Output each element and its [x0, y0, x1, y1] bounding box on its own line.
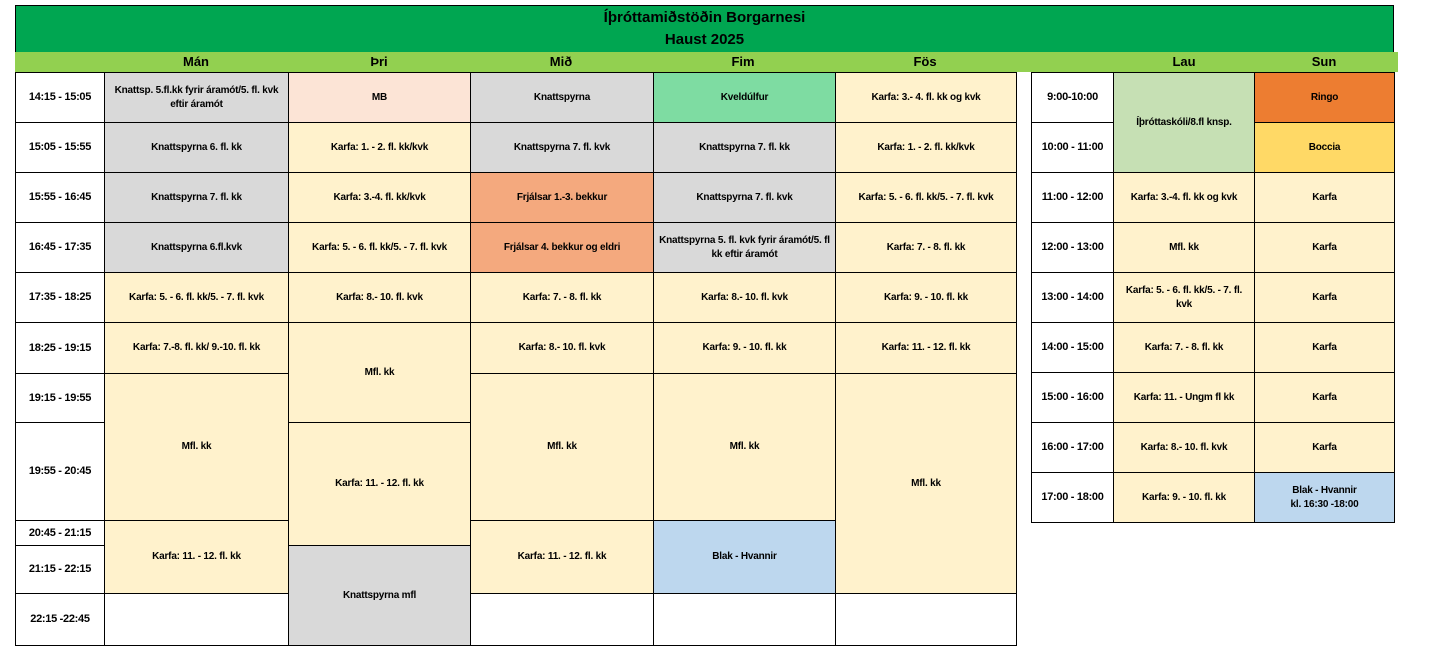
schedule-cell: Mfl. kk — [471, 374, 653, 520]
time-slot: 19:15 - 19:55 — [16, 374, 104, 422]
schedule-cell: Frjálsar 4. bekkur og eldri — [471, 223, 653, 272]
schedule-cell: Karfa — [1255, 423, 1394, 472]
schedule-cell: Knattspyrna 7. fl. kvk — [471, 123, 653, 172]
schedule-cell: Mfl. kk — [1114, 223, 1254, 272]
schedule-cell: Karfa — [1255, 373, 1394, 422]
schedule-cell: Knattspyrna mfl — [289, 546, 470, 645]
schedule-cell: Karfa: 7. - 8. fl. kk — [471, 273, 653, 322]
schedule-cell: Ringo — [1255, 73, 1394, 122]
schedule-cell: Karfa: 8.- 10. fl. kvk — [471, 323, 653, 373]
schedule-cell: MB — [289, 73, 470, 122]
title-line-1: Íþróttamiðstöðin Borgarnesi — [603, 9, 806, 27]
schedule-cell: Karfa: 5. - 6. fl. kk/5. - 7. fl. kvk — [105, 273, 288, 322]
schedule-cell: Karfa: 1. - 2. fl. kk/kvk — [836, 123, 1016, 172]
schedule-cell: Knattspyrna 7. fl. kk — [105, 173, 288, 222]
schedule-cell: Knattspyrna 7. fl. kvk — [654, 173, 835, 222]
schedule-cell: Karfa — [1255, 323, 1394, 372]
schedule-cell: Karfa: 7. - 8. fl. kk — [836, 223, 1016, 272]
time-slot: 15:55 - 16:45 — [16, 173, 104, 222]
schedule-cell-empty — [836, 594, 1016, 645]
time-slot: 16:00 - 17:00 — [1032, 423, 1113, 472]
schedule-cell: Blak - Hvannir — [654, 521, 835, 593]
time-slot: 18:25 - 19:15 — [16, 323, 104, 373]
time-slot: 10:00 - 11:00 — [1032, 123, 1113, 172]
day-header-mid: Mið — [549, 54, 573, 69]
schedule-cell-line-1: Blak - Hvannir — [1292, 485, 1357, 496]
time-slot: 9:00-10:00 — [1032, 73, 1113, 122]
schedule-cell: Mfl. kk — [105, 374, 288, 520]
schedule-cell: Frjálsar 1.-3. bekkur — [471, 173, 653, 222]
schedule-cell: Karfa: 9. - 10. fl. kk — [836, 273, 1016, 322]
schedule-cell: Karfa: 8.- 10. fl. kvk — [289, 273, 470, 322]
time-slot: 14:00 - 15:00 — [1032, 323, 1113, 372]
schedule-cell: Karfa: 3.-4. fl. kk og kvk — [1114, 173, 1254, 222]
weekend-schedule-table — [1031, 72, 1395, 523]
schedule-cell: Karfa: 9. - 10. fl. kk — [654, 323, 835, 373]
schedule-cell: Mfl. kk — [836, 374, 1016, 593]
day-header-sun: Sun — [1311, 54, 1337, 69]
schedule-cell: Karfa: 7.-8. fl. kk/ 9.-10. fl. kk — [105, 323, 288, 373]
weekday-schedule-table — [15, 72, 1017, 646]
time-slot: 13:00 - 14:00 — [1032, 273, 1113, 322]
schedule-cell: Kveldúlfur — [654, 73, 835, 122]
schedule-cell-line-2: kl. 16:30 -18:00 — [1290, 498, 1359, 510]
schedule-cell: Knattspyrna — [471, 73, 653, 122]
time-slot: 17:00 - 18:00 — [1032, 473, 1113, 522]
schedule-cell: Karfa: 5. - 6. fl. kk/5. - 7. fl. kvk — [1114, 273, 1254, 322]
schedule-title — [15, 5, 1394, 53]
time-slot: 19:55 - 20:45 — [16, 423, 104, 520]
schedule-cell: Knattspyrna 7. fl. kk — [654, 123, 835, 172]
schedule-cell: Karfa: 11. - 12. fl. kk — [836, 323, 1016, 373]
schedule-cell: Karfa: 8.- 10. fl. kvk — [1114, 423, 1254, 472]
schedule-cell-empty — [105, 594, 288, 645]
time-slot: 15:05 - 15:55 — [16, 123, 104, 172]
schedule-cell: Karfa: 8.- 10. fl. kvk — [654, 273, 835, 322]
time-slot: 15:00 - 16:00 — [1032, 373, 1113, 422]
day-header-fim: Fim — [731, 54, 755, 69]
schedule-cell: Karfa — [1255, 223, 1394, 272]
schedule-cell: Mfl. kk — [289, 323, 470, 422]
time-slot: 11:00 - 12:00 — [1032, 173, 1113, 222]
schedule-cell: Karfa: 9. - 10. fl. kk — [1114, 473, 1254, 522]
time-slot: 21:15 - 22:15 — [16, 546, 104, 593]
schedule-cell: Knattsp. 5.fl.kk fyrir áramót/5. fl. kvk eftir áramót — [105, 73, 288, 122]
schedule-cell-empty — [654, 594, 835, 645]
title-line-2: Haust 2025 — [664, 31, 745, 48]
schedule-cell: Íþróttaskóli/8.fl knsp. — [1114, 73, 1254, 172]
day-header-man: Mán — [183, 54, 209, 69]
schedule-cell: Karfa: 3.-4. fl. kk/kvk — [289, 173, 470, 222]
schedule-cell: Karfa: 1. - 2. fl. kk/kvk — [289, 123, 470, 172]
schedule-cell: Karfa — [1255, 173, 1394, 222]
schedule-cell: Knattspyrna 6. fl. kk — [105, 123, 288, 172]
schedule-cell: Karfa: 5. - 6. fl. kk/5. - 7. fl. kvk — [289, 223, 470, 272]
schedule-cell: Karfa: 5. - 6. fl. kk/5. - 7. fl. kvk — [836, 173, 1016, 222]
schedule-cell: Karfa: 11. - 12. fl. kk — [105, 521, 288, 593]
schedule-cell: Knattspyrna 5. fl. kvk fyrir áramót/5. fl kk eftir áramót — [654, 223, 835, 272]
time-slot: 22:15 -22:45 — [16, 594, 104, 645]
day-header-lau: Lau — [1172, 54, 1196, 69]
schedule-cell: Boccia — [1255, 123, 1394, 172]
day-header-thri: Þri — [370, 54, 388, 69]
schedule-cell: Karfa: 11. - Ungm fl kk — [1114, 373, 1254, 422]
schedule-cell: Mfl. kk — [654, 374, 835, 520]
time-slot: 17:35 - 18:25 — [16, 273, 104, 322]
schedule-cell — [1255, 473, 1394, 522]
day-header-fos: Fös — [913, 54, 937, 69]
schedule-cell: Karfa: 7. - 8. fl. kk — [1114, 323, 1254, 372]
time-slot: 16:45 - 17:35 — [16, 223, 104, 272]
schedule-cell: Karfa: 11. - 12. fl. kk — [289, 423, 470, 545]
schedule-cell: Karfa: 11. - 12. fl. kk — [471, 521, 653, 593]
time-slot: 20:45 - 21:15 — [16, 521, 104, 545]
schedule-cell: Karfa — [1255, 273, 1394, 322]
schedule-cell-empty — [471, 594, 653, 645]
schedule-cell: Karfa: 3.- 4. fl. kk og kvk — [836, 73, 1016, 122]
time-slot: 14:15 - 15:05 — [16, 73, 104, 122]
schedule-cell: Knattspyrna 6.fl.kvk — [105, 223, 288, 272]
time-slot: 12:00 - 13:00 — [1032, 223, 1113, 272]
